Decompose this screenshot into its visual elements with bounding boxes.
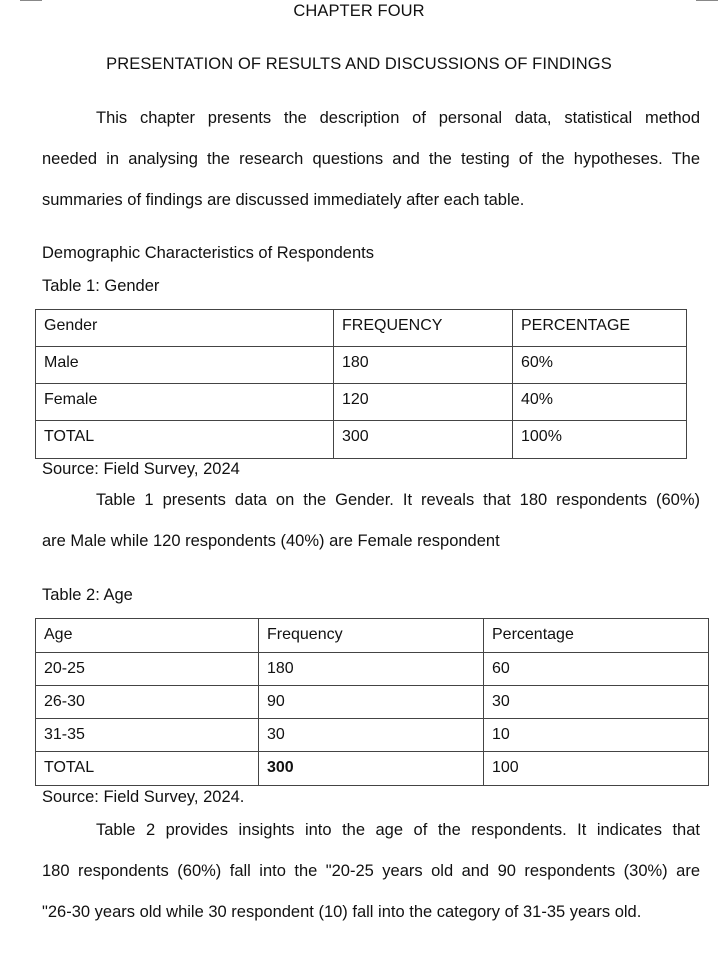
table-cell: 40% [513,384,687,421]
table-cell: Male [36,347,334,384]
chapter-title: CHAPTER FOUR [293,2,425,20]
table-header-cell: Frequency [259,619,484,653]
table1-discussion [42,480,700,562]
table-cell: 300 [259,752,484,786]
table-cell: 60 [484,653,709,686]
table1-discussion-line-1: Table 1 presents data on the Gender. It reveals that 180 respondents (60%) [96,491,700,509]
gender-table [35,309,687,459]
table-header-cell: Percentage [484,619,709,653]
table2-source: Source: Field Survey, 2024. [42,788,245,806]
table-cell: 90 [259,686,484,719]
table-cell: 300 [334,421,513,459]
table1-source: Source: Field Survey, 2024 [42,460,240,478]
table-header-row [36,310,687,347]
table-cell: 30 [484,686,709,719]
intro-paragraph [42,98,700,221]
age-table [35,618,709,786]
table-row [36,686,709,719]
table-row [36,347,687,384]
table-cell: 100% [513,421,687,459]
intro-line-2: needed in analysing the research questions and the testing of the hypotheses. The [42,150,700,168]
table-row [36,421,687,459]
table-cell: 30 [259,719,484,752]
table-row [36,752,709,786]
table2-discussion-line-3: "26-30 years old while 30 respondent (10) fall into the category of 31-35 years old. [42,903,642,921]
table2-discussion [42,810,700,933]
table-cell: 60% [513,347,687,384]
table-cell: Female [36,384,334,421]
table-row [36,719,709,752]
table-cell: 26-30 [36,686,259,719]
table-header-cell: Gender [36,310,334,347]
demographics-heading: Demographic Characteristics of Respondents [42,244,374,262]
table-header-cell: PERCENTAGE [513,310,687,347]
table-cell: TOTAL [36,421,334,459]
table-cell: 100 [484,752,709,786]
table-cell: TOTAL [36,752,259,786]
page-corner-mark-left [20,0,42,1]
table-header-cell: Age [36,619,259,653]
page-corner-mark-right [696,0,718,1]
table-cell: 20-25 [36,653,259,686]
table-header-row [36,619,709,653]
intro-line-1: This chapter presents the description of personal data, statistical method [96,109,700,127]
table-header-cell: FREQUENCY [334,310,513,347]
table-cell: 120 [334,384,513,421]
table-cell: 180 [334,347,513,384]
table1-caption: Table 1: Gender [42,277,160,295]
table-row [36,384,687,421]
table1-discussion-line-2: are Male while 120 respondents (40%) are Female respondent [42,532,500,550]
table-cell: 31-35 [36,719,259,752]
table2-discussion-line-2: 180 respondents (60%) fall into the "20-25 years old and 90 respondents (30%) are [42,862,700,880]
table-cell: 180 [259,653,484,686]
table2-caption: Table 2: Age [42,586,133,604]
table-cell: 10 [484,719,709,752]
table2-discussion-line-1: Table 2 provides insights into the age of the respondents. It indicates that [96,821,700,839]
table-row [36,653,709,686]
section-title: PRESENTATION OF RESULTS AND DISCUSSIONS OF FINDINGS [106,55,612,73]
intro-line-3: summaries of findings are discussed immediately after each table. [42,191,525,209]
